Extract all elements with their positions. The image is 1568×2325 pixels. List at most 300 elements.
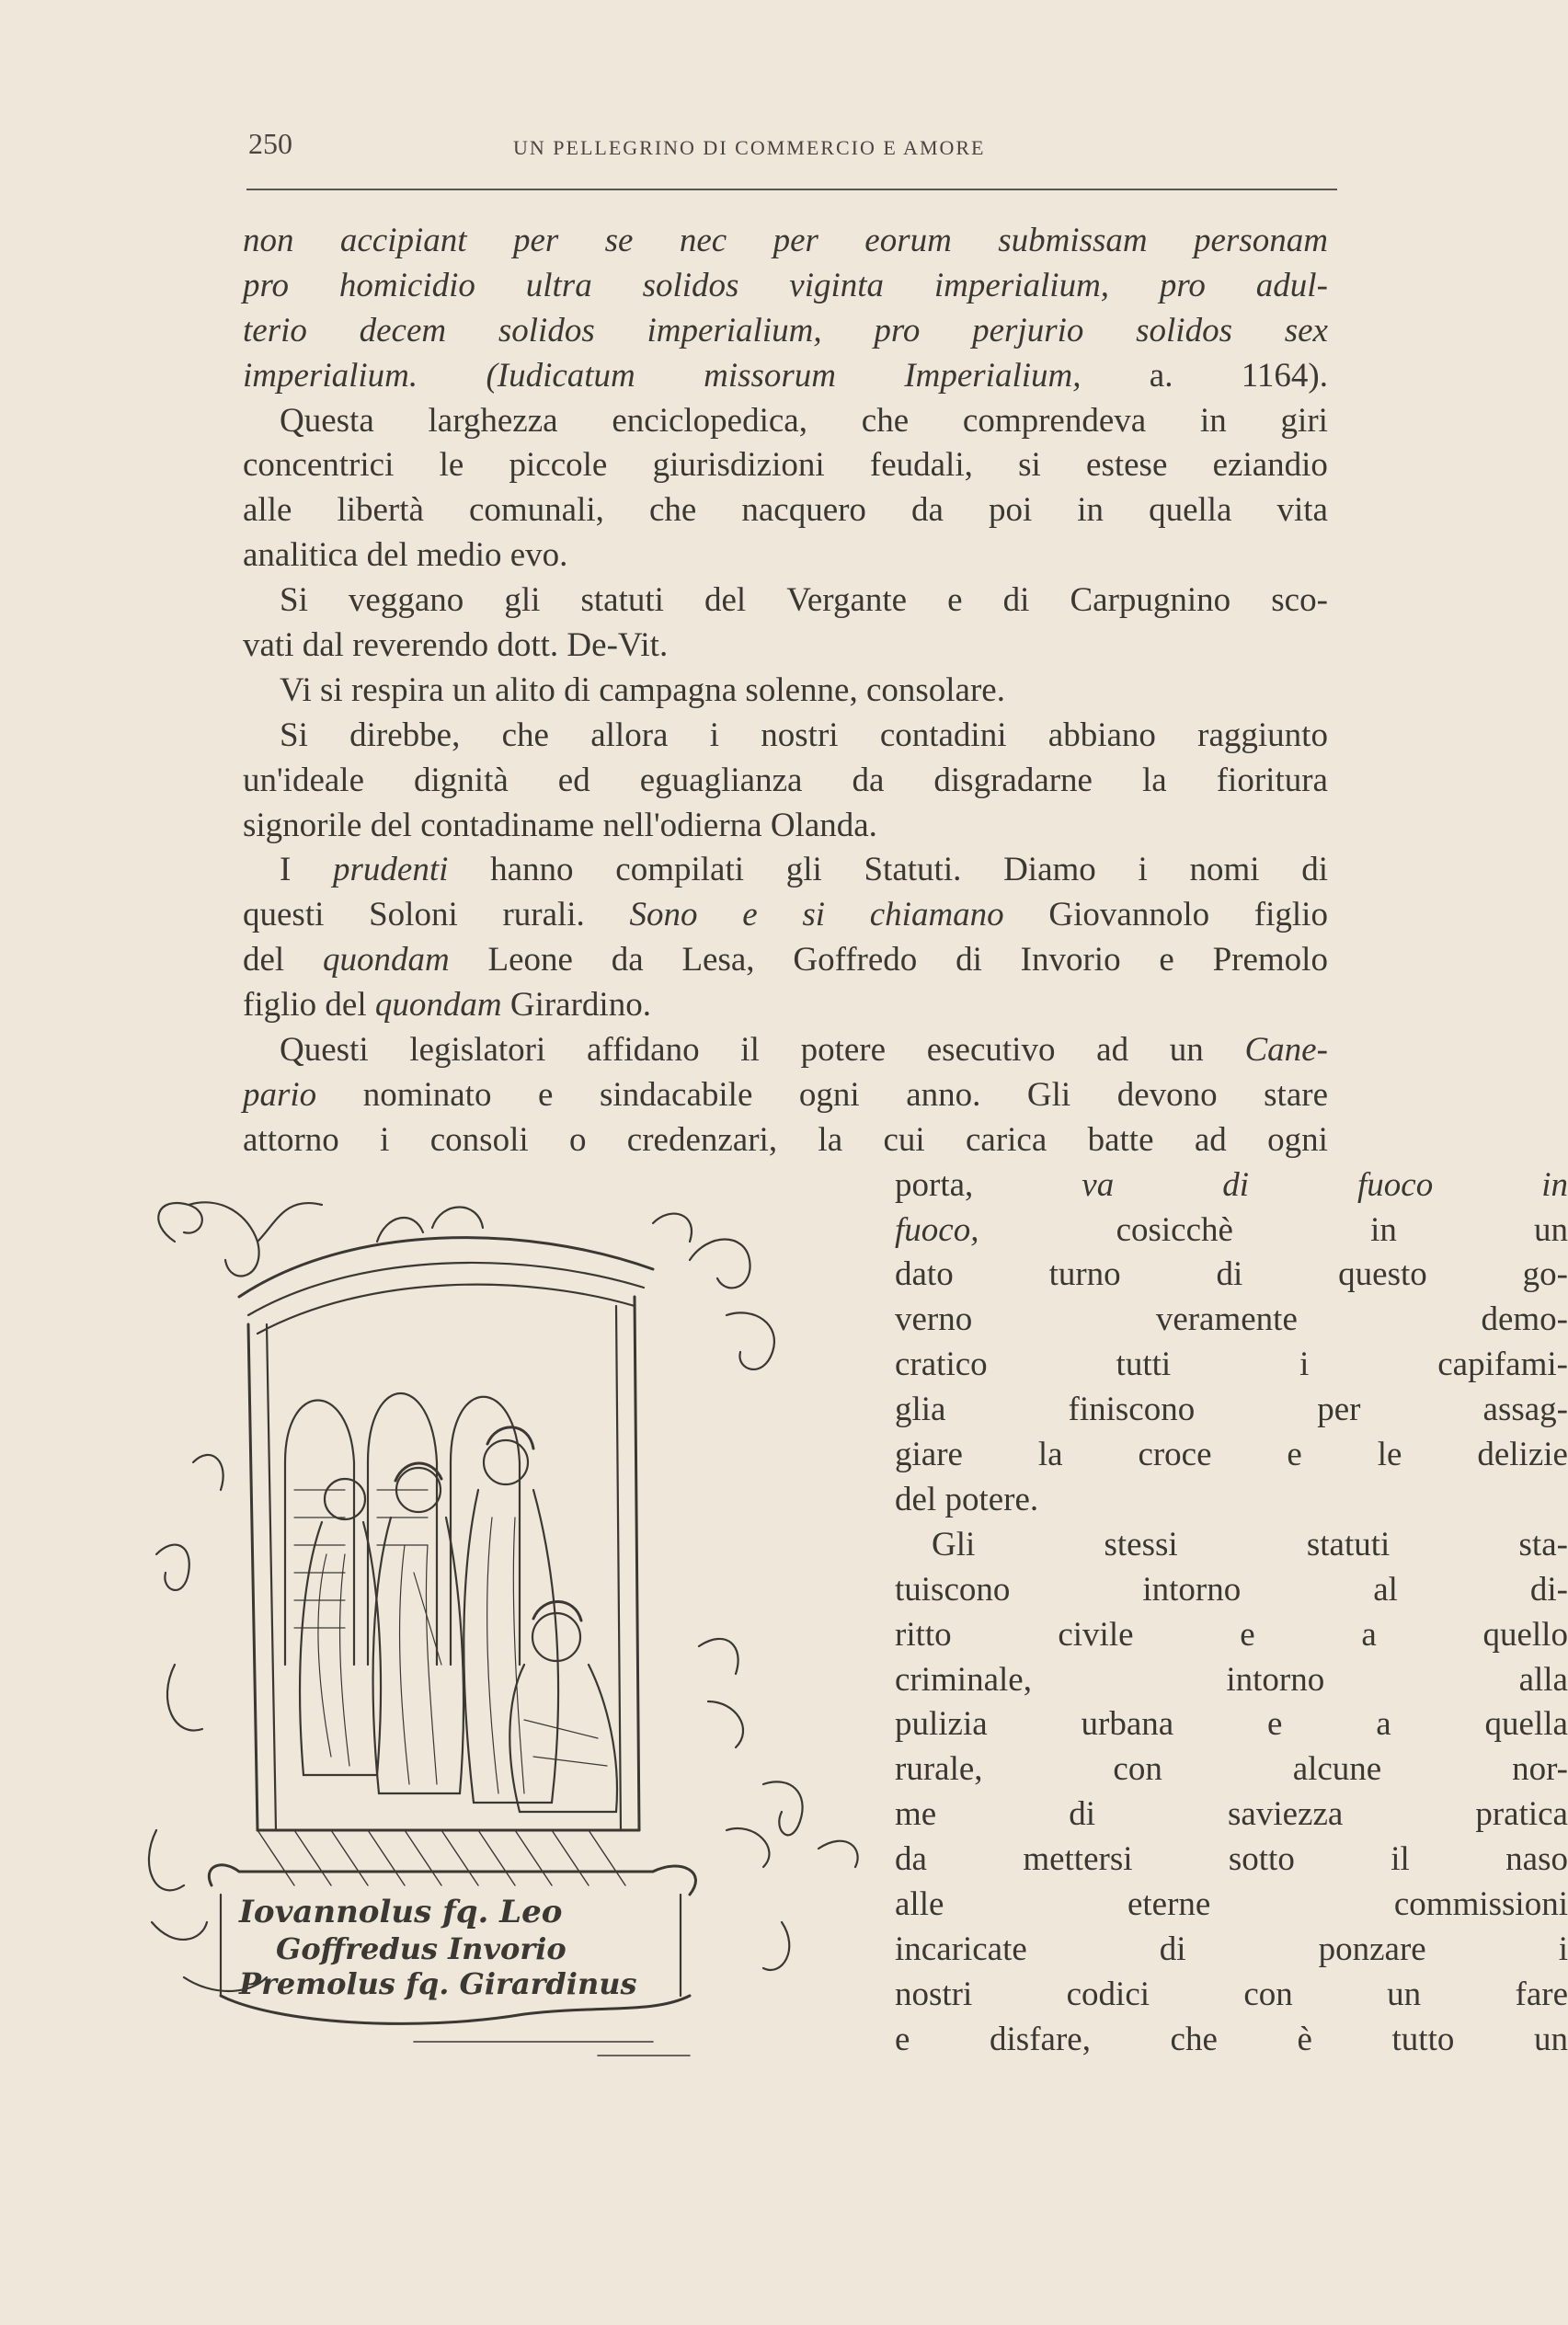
- text-word: intorno: [1226, 1660, 1325, 1699]
- text-word: assag-: [1482, 1391, 1568, 1429]
- text-word: giri: [1280, 401, 1328, 440]
- text-word: dignità: [414, 761, 509, 799]
- text-word: gli: [785, 851, 822, 889]
- text-word: del: [895, 1480, 937, 1518]
- text-word: i: [709, 716, 719, 754]
- text-word: pratica: [1475, 1795, 1568, 1834]
- text-word: i: [1299, 1346, 1310, 1384]
- text-word: dato: [895, 1255, 954, 1294]
- text-word: per: [512, 222, 559, 259]
- text-word: non: [243, 222, 294, 259]
- text-word: alla: [1518, 1660, 1568, 1699]
- text-word: disfare,: [990, 2020, 1091, 2058]
- text-word: un: [1169, 1031, 1204, 1070]
- text-word: poi: [988, 491, 1033, 530]
- page-header: [246, 127, 1337, 164]
- text-word: in: [1077, 491, 1104, 530]
- text-word: che: [648, 491, 697, 530]
- text-word: intorno: [1142, 1570, 1242, 1609]
- text-word: per: [1317, 1391, 1361, 1429]
- text-word: cosicchè: [1116, 1210, 1233, 1249]
- text-word: turno: [1048, 1255, 1121, 1294]
- text-word: Invorio: [1020, 941, 1121, 979]
- text-word: saviezza: [1228, 1795, 1344, 1834]
- text-word: i: [1138, 851, 1148, 889]
- text-word: Gli: [932, 1525, 976, 1563]
- text-line: [895, 1163, 1568, 1208]
- text-line: [243, 938, 1328, 983]
- text-word: (Iudicatum: [486, 356, 635, 395]
- text-word: enciclopedica,: [612, 401, 807, 440]
- text-line: [243, 804, 1328, 849]
- text-word: sex: [1284, 311, 1328, 349]
- text-word: De-Vit.: [567, 626, 669, 665]
- inscription-line-1: Iovannolus fq. Leo: [239, 1894, 563, 1930]
- text-word: campagna: [599, 670, 738, 709]
- text-word: pario: [243, 1075, 317, 1114]
- text-word: civile: [1058, 1615, 1134, 1654]
- text-line: [895, 1343, 1568, 1388]
- text-word: di-: [1529, 1570, 1568, 1609]
- text-word: direbbe,: [349, 716, 461, 754]
- text-line: [243, 893, 1328, 938]
- text-word: cratico: [895, 1346, 988, 1384]
- text-word: di: [1002, 581, 1030, 620]
- text-word: nacquero: [741, 491, 866, 530]
- text-word: solenne,: [745, 670, 858, 709]
- text-word: in: [1199, 401, 1227, 440]
- text-line: [895, 1433, 1568, 1478]
- text-line: [243, 354, 1328, 399]
- text-word: medio: [417, 536, 502, 575]
- text-word: nomi: [1189, 851, 1260, 889]
- text-word: alle: [895, 1884, 944, 1923]
- text-word: vita: [1276, 491, 1328, 530]
- text-word: anno.: [906, 1075, 981, 1114]
- text-word: da: [611, 941, 644, 979]
- text-word: e: [947, 581, 963, 620]
- text-word: signorile: [243, 806, 362, 844]
- text-word: al: [1373, 1570, 1398, 1609]
- text-word: nor-: [1512, 1750, 1568, 1789]
- text-word: da: [910, 491, 944, 530]
- engraving-drawing: [138, 1186, 864, 2060]
- text-line: [243, 309, 1328, 354]
- text-line: [895, 1523, 1568, 1568]
- text-word: potere: [800, 1031, 887, 1070]
- text-line: [895, 1658, 1568, 1703]
- text-word: si: [802, 896, 826, 934]
- text-word: hanno: [490, 851, 574, 889]
- text-line: [895, 1478, 1568, 1523]
- text-word: ed: [557, 761, 590, 799]
- text-word: perjurio: [972, 311, 1084, 349]
- text-word: del: [243, 941, 285, 979]
- text-word: giurisdizioni: [652, 446, 825, 485]
- text-word: che: [861, 401, 910, 440]
- text-word: imperialium,: [933, 266, 1110, 304]
- text-line: [895, 1838, 1568, 1883]
- text-word: finiscono: [1068, 1391, 1196, 1429]
- text-line: [243, 759, 1328, 804]
- text-line: [895, 1883, 1568, 1928]
- header-rule: [246, 189, 1337, 190]
- text-word: respira: [350, 670, 444, 709]
- text-line: [895, 1973, 1568, 2018]
- text-word: di: [1222, 1165, 1249, 1204]
- text-word: questo: [1338, 1255, 1427, 1294]
- text-word: gli: [504, 581, 541, 620]
- text-word: quondam: [374, 986, 502, 1025]
- text-word: a: [1361, 1615, 1377, 1654]
- text-word: allora: [590, 716, 669, 754]
- text-word: criminale,: [895, 1660, 1032, 1699]
- text-word: pro: [1159, 266, 1206, 304]
- text-word: submissam: [998, 222, 1148, 259]
- text-line: [243, 714, 1328, 759]
- text-word: raggiunto: [1197, 716, 1328, 754]
- text-word: piccole: [509, 446, 608, 485]
- text-word: del: [325, 986, 367, 1025]
- text-word: Cane-: [1244, 1031, 1328, 1070]
- text-line: [895, 1747, 1568, 1792]
- text-word: nostri: [761, 716, 839, 754]
- text-word: chiamano: [869, 896, 1004, 934]
- text-word: 1164).: [1241, 356, 1328, 395]
- text-word: la: [1142, 761, 1167, 799]
- text-word: Giovannolo: [1048, 896, 1210, 934]
- text-word: di: [1159, 1930, 1186, 1968]
- text-word: Gli: [1026, 1075, 1071, 1114]
- text-word: reverendo: [352, 626, 489, 665]
- text-word: Premolo: [1212, 941, 1328, 979]
- text-word: batte: [1087, 1120, 1154, 1159]
- text-word: ritto: [895, 1615, 952, 1654]
- text-word: Diamo: [1003, 851, 1096, 889]
- text-word: Lesa,: [681, 941, 755, 979]
- text-line: [243, 669, 1328, 714]
- text-line: [243, 219, 1328, 264]
- text-word: carica: [965, 1120, 1047, 1159]
- page-number: 250: [248, 127, 292, 160]
- text-word: solidos: [1136, 311, 1232, 349]
- text-word: quello: [1482, 1615, 1568, 1654]
- text-word: glia: [895, 1391, 946, 1429]
- text-word: Olanda.: [770, 806, 877, 844]
- inscription-line-2: Goffredus Invorio: [276, 1931, 567, 1966]
- text-word: imperialium,: [647, 311, 822, 349]
- text-word: o: [568, 1120, 587, 1159]
- text-word: sotto: [1228, 1840, 1295, 1879]
- text-word: dott.: [497, 626, 559, 665]
- text-word: missorum: [704, 356, 837, 395]
- text-word: di: [1301, 851, 1328, 889]
- text-word: statuti: [1306, 1525, 1391, 1563]
- text-word: solidos: [642, 266, 739, 304]
- text-word: potere.: [944, 1480, 1039, 1518]
- text-word: consoli: [429, 1120, 529, 1159]
- text-word: Soloni: [369, 896, 458, 934]
- text-word: me: [895, 1795, 937, 1834]
- text-word: fare: [1515, 1975, 1568, 2013]
- text-line: [895, 1568, 1568, 1613]
- text-word: un: [1533, 2020, 1568, 2058]
- text-word: homicidio: [338, 266, 475, 304]
- text-word: alcune: [1292, 1750, 1382, 1789]
- text-line: [243, 1118, 1328, 1163]
- text-word: compilati: [615, 851, 745, 889]
- text-word: esecutivo: [926, 1031, 1056, 1070]
- text-word: statuti: [580, 581, 664, 620]
- text-word: da: [852, 761, 885, 799]
- text-line: [243, 533, 1328, 578]
- text-word: quella: [1149, 491, 1232, 530]
- text-word: verno: [895, 1300, 973, 1339]
- text-word: ad: [1096, 1031, 1129, 1070]
- text-word: un'ideale: [243, 761, 364, 799]
- text-word: terio: [243, 311, 307, 349]
- text-word: legislatori: [409, 1031, 546, 1070]
- text-word: i: [1558, 1930, 1568, 1968]
- text-word: estese: [1086, 446, 1168, 485]
- text-line: [895, 1208, 1568, 1254]
- text-word: in: [1370, 1210, 1397, 1249]
- text-word: si: [320, 670, 343, 709]
- text-word: figlio: [1253, 896, 1328, 934]
- text-word: credenzari,: [626, 1120, 778, 1159]
- text-word: da: [895, 1840, 927, 1879]
- text-word: di: [1069, 1795, 1095, 1834]
- text-word: che: [501, 716, 549, 754]
- running-title: UN PELLEGRINO DI COMMERCIO E AMORE: [513, 136, 986, 159]
- text-line: [895, 2018, 1568, 2063]
- text-word: consolare.: [865, 670, 1005, 709]
- text-word: affidano: [586, 1031, 700, 1070]
- text-word: pulizia: [895, 1705, 988, 1744]
- engraving-illustration: [138, 1186, 864, 2060]
- text-word: evo.: [509, 536, 568, 575]
- text-word: un: [452, 670, 486, 709]
- text-line: [895, 1792, 1568, 1838]
- text-word: questi: [243, 896, 325, 934]
- text-word: disgradarne: [933, 761, 1093, 799]
- text-word: veramente: [1155, 1300, 1298, 1339]
- text-word: sco-: [1271, 581, 1328, 620]
- text-word: Si: [280, 716, 308, 754]
- text-word: quella: [1484, 1705, 1568, 1744]
- text-line: [895, 1388, 1568, 1433]
- text-line: [895, 1928, 1568, 1973]
- text-word: e: [1267, 1705, 1283, 1744]
- text-word: contadini: [879, 716, 1007, 754]
- text-word: delizie: [1477, 1436, 1568, 1474]
- text-word: e: [1159, 941, 1174, 979]
- text-word: nominato: [362, 1075, 492, 1114]
- text-word: viginta: [789, 266, 885, 304]
- text-word: commissioni: [1393, 1884, 1568, 1923]
- text-word: tutto: [1391, 2020, 1455, 2058]
- text-word: rurale,: [895, 1750, 983, 1789]
- text-word: croce: [1138, 1436, 1212, 1474]
- text-word: del: [370, 806, 412, 844]
- full-width-lines: [243, 219, 1328, 1163]
- text-word: fioritura: [1216, 761, 1328, 799]
- text-word: sindacabile: [599, 1075, 753, 1114]
- text-word: se: [604, 222, 634, 259]
- text-word: comprendeva: [962, 401, 1147, 440]
- text-word: pro: [243, 266, 290, 304]
- text-word: contadiname: [420, 806, 595, 844]
- text-word: devono: [1116, 1075, 1218, 1114]
- narrow-column-lines: [895, 1163, 1568, 2063]
- text-line: [895, 1298, 1568, 1343]
- text-word: con: [1113, 1750, 1162, 1789]
- text-word: che: [1170, 2020, 1218, 2058]
- text-line: [243, 1073, 1328, 1118]
- text-line: [895, 1702, 1568, 1747]
- text-word: imperialium.: [243, 356, 418, 395]
- text-word: nell'odierna: [602, 806, 762, 844]
- text-word: giare: [895, 1436, 963, 1474]
- text-line: [243, 983, 1328, 1028]
- text-word: accipiant: [339, 222, 467, 259]
- text-line: [243, 399, 1328, 444]
- text-word: Questa: [280, 401, 374, 440]
- text-word: eziandio: [1212, 446, 1328, 485]
- text-word: di: [956, 941, 982, 979]
- text-word: go-: [1522, 1255, 1568, 1294]
- text-word: un: [1387, 1975, 1422, 2013]
- text-word: porta,: [895, 1165, 974, 1204]
- text-line: [243, 488, 1328, 533]
- text-word: alito: [495, 670, 555, 709]
- text-word: e: [1240, 1615, 1255, 1654]
- text-word: si: [1018, 446, 1041, 485]
- text-word: abbiano: [1047, 716, 1156, 754]
- text-word: figlio: [243, 986, 317, 1025]
- text-line: [895, 1613, 1568, 1658]
- text-word: Carpugnino: [1070, 581, 1231, 620]
- text-word: attorno: [243, 1120, 339, 1159]
- text-word: eorum: [864, 222, 952, 259]
- text-word: decem: [359, 311, 447, 349]
- text-word: Leone: [487, 941, 573, 979]
- text-word: eterne: [1127, 1884, 1211, 1923]
- text-line: [243, 443, 1328, 488]
- text-word: stessi: [1104, 1525, 1178, 1563]
- text-word: personam: [1194, 222, 1328, 259]
- text-word: le: [439, 446, 464, 485]
- text-word: rurali.: [502, 896, 585, 934]
- text-word: nec: [679, 222, 727, 259]
- text-word: le: [1377, 1436, 1402, 1474]
- text-word: concentrici: [243, 446, 395, 485]
- text-word: Imperialium,: [904, 356, 1082, 395]
- text-word: Sono: [629, 896, 698, 934]
- text-word: codici: [1066, 1975, 1150, 2013]
- text-word: fuoco,: [895, 1210, 979, 1249]
- text-word: Goffredo: [793, 941, 918, 979]
- text-word: e: [742, 896, 758, 934]
- text-word: in: [1541, 1165, 1568, 1204]
- text-word: cui: [883, 1120, 925, 1159]
- text-word: solidos: [498, 311, 595, 349]
- text-word: demo-: [1481, 1300, 1568, 1339]
- text-word: ad: [1194, 1120, 1227, 1159]
- text-word: larghezza: [428, 401, 558, 440]
- text-word: per: [773, 222, 818, 259]
- text-word: nostri: [895, 1975, 973, 2013]
- text-word: naso: [1505, 1840, 1568, 1879]
- text-word: incaricate: [895, 1930, 1027, 1968]
- text-word: va: [1082, 1165, 1115, 1204]
- text-word: i: [380, 1120, 390, 1159]
- text-word: a: [1376, 1705, 1391, 1744]
- text-word: la: [1037, 1436, 1063, 1474]
- text-word: con: [1243, 1975, 1293, 2013]
- inscription-line-3: Premolus fq. Girardinus: [239, 1966, 637, 2001]
- text-word: del: [704, 581, 747, 620]
- text-word: stare: [1264, 1075, 1328, 1114]
- text-word: I: [280, 851, 292, 889]
- text-word: di: [564, 670, 590, 709]
- text-word: ultra: [525, 266, 592, 304]
- text-word: Si: [280, 581, 308, 620]
- text-line: [243, 578, 1328, 624]
- text-word: vati: [243, 626, 294, 665]
- text-word: il: [1391, 1840, 1410, 1879]
- text-word: eguaglianza: [639, 761, 803, 799]
- text-word: ogni: [798, 1075, 860, 1114]
- text-word: Statuti.: [864, 851, 962, 889]
- text-word: prudenti: [333, 851, 449, 889]
- text-word: dal: [302, 626, 344, 665]
- text-word: sta-: [1518, 1525, 1568, 1563]
- text-word: Questi: [280, 1031, 369, 1070]
- text-word: feudali,: [869, 446, 973, 485]
- text-word: Vi: [280, 670, 312, 709]
- text-word: e: [537, 1075, 554, 1114]
- text-word: fuoco: [1357, 1165, 1434, 1204]
- text-word: tuiscono: [895, 1570, 1011, 1609]
- text-word: e: [895, 2020, 910, 2058]
- text-word: capifami-: [1437, 1346, 1568, 1384]
- text-line: [243, 848, 1328, 893]
- text-word: il: [740, 1031, 760, 1070]
- text-word: è: [1297, 2020, 1312, 2058]
- text-word: quondam: [322, 941, 450, 979]
- text-line: [243, 264, 1328, 309]
- text-word: Girardino.: [509, 986, 651, 1025]
- text-line: [243, 1028, 1328, 1073]
- text-line: [243, 624, 1328, 669]
- text-word: alle: [243, 491, 292, 530]
- text-word: libertà: [337, 491, 424, 530]
- text-word: un: [1533, 1210, 1568, 1249]
- text-word: e: [1287, 1436, 1302, 1474]
- text-word: veggano: [348, 581, 464, 620]
- text-word: ogni: [1267, 1120, 1328, 1159]
- text-line: [895, 1253, 1568, 1298]
- text-word: tutti: [1116, 1346, 1172, 1384]
- text-word: Vergante: [786, 581, 908, 620]
- text-word: adul-: [1255, 266, 1328, 304]
- text-word: ponzare: [1318, 1930, 1426, 1968]
- text-word: analitica: [243, 536, 359, 575]
- text-word: comunali,: [468, 491, 604, 530]
- text-word: mettersi: [1023, 1840, 1133, 1879]
- text-word: la: [818, 1120, 843, 1159]
